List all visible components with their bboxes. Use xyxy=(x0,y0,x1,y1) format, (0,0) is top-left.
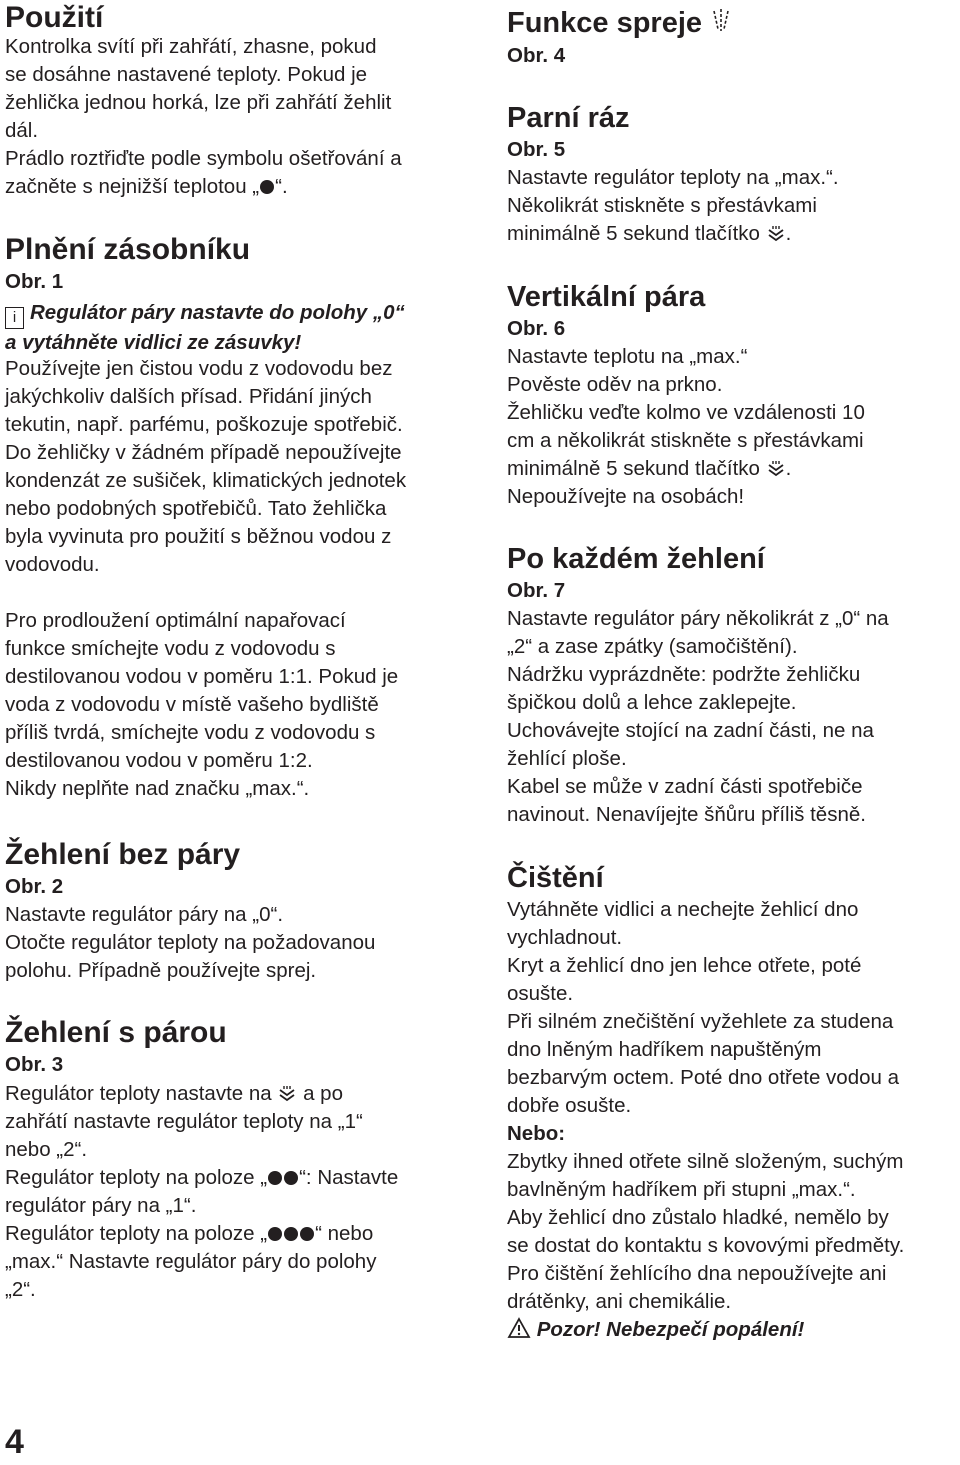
page-number: 4 xyxy=(5,1423,24,1461)
heading-s-parou: Žehlení s párou xyxy=(5,1016,227,1049)
fill-warning: i Regulátor páry nastavte do polohy „0“ a vytáhněte vidlici ze zásuvky! xyxy=(5,301,405,354)
steam-burst-icon xyxy=(766,225,786,243)
figure-ref-4: Obr. 4 xyxy=(507,44,566,67)
heading-vertikalni: Vertikální pára xyxy=(507,281,706,313)
steam-icon xyxy=(277,1085,297,1103)
temperature-dot-icon xyxy=(268,1171,282,1185)
prodlouzeni-text: Pro prodloužení optimální napařovací funkce smíchejte vodu z vodovodu s destilovanou vodou v poměru 1:1. Pokud je voda z vodovodu v místě vašeho bydliště příliš tvrdá, smíchejte vodu z vodovodu s destilovanou vodou v poměru 1:2. Nikdy neplňte nad značku „max.“. xyxy=(5,609,399,800)
heading-plneni: Plnění zásobníku xyxy=(5,233,251,266)
bez-pary-text: Nastavte regulátor páry na „0“. Otočte regulátor teploty na požadovanou polohu. Případně používejte sprej. xyxy=(5,903,376,982)
heading-parni-raz: Parní ráz xyxy=(507,102,630,134)
pouziti-text: Kontrolka svítí při zahřátí, zhasne, pokud se dosáhne nastavené teploty. Pokud je žehlička jednou horká, lze při zahřátí žehlit dál. Prádlo roztřiďte podle symbolu ošetřování a začněte s nejnižší teplotou „ “. xyxy=(5,35,402,198)
heading-sprej: Funkce spreje xyxy=(507,6,732,40)
heading-pouziti: Použití xyxy=(5,1,104,34)
vertikalni-text: Nastavte teplotu na „max.“ Pověste oděv na prkno. Žehličku veďte kolmo ve vzdálenosti 10 cm a několikrát stiskněte s přestávkami minimálně 5 sekund tlačítko . Nepoužívejte na osobách! xyxy=(507,345,865,508)
nebo-label: Nebo: xyxy=(507,1122,566,1145)
figure-ref-5: Obr. 5 xyxy=(507,138,566,161)
spray-icon xyxy=(710,7,732,35)
temperature-dot-icon xyxy=(260,180,274,194)
s-parou-text: Regulátor teploty nastavte na a po zahřátí nastavte regulátor teploty na „1“ nebo „2“. Regulátor teploty na poloze „ “: Nastavte regulátor páry na „1“. Regulátor teploty na poloze „ “ nebo „max.“ Nastavte regulátor páry do polohy „2“. xyxy=(5,1082,399,1301)
figure-ref-3: Obr. 3 xyxy=(5,1053,64,1076)
plneni-text: Používejte jen čistou vodu z vodovodu bez jakýchkoliv dalších přísad. Přidání jiných tekutin, např. parfému, poškozuje spotřebič. Do žehličky v žádném případě nepoužívejte kondenzát ze sušiček, klimatických jednotek nebo podobných spotřebičů. Tato žehlička byla vyvinuta pro použití s běžnou vodou z vodovodu. xyxy=(5,357,407,576)
heading-bez-pary: Žehlení bez páry xyxy=(5,838,241,871)
po-zehleni-text: Nastavte regulátor páry několikrát z „0“ na „2“ a zase zpátky (samočištění). Nádržku vyprázdněte: podržte žehličku špičkou dolů a lehce zaklepejte. Uchovávejte stojící na zadní části, ne na žehlící ploše. Kabel se může v zadní části spotřebiče navinout. Nenavíjejte šňůru příliš těsně. xyxy=(507,607,889,826)
heading-po-zehleni: Po každém žehlení xyxy=(507,543,765,575)
burn-warning: Pozor! Nebezpečí popálení! xyxy=(507,1316,804,1344)
figure-ref-1: Obr. 1 xyxy=(5,270,64,293)
temperature-dot-icon xyxy=(300,1227,314,1241)
heading-cisteni: Čištění xyxy=(507,862,604,894)
cisteni-text: Vytáhněte vidlici a nechejte žehlicí dno vychladnout. Kryt a žehlicí dno jen lehce otřete, poté osušte. Při silném znečištění vyžehlete za studena dno lněným hadříkem napuštěným bezbarvým octem. Poté dno otřete vodou a dobře osušte. Nebo: Zbytky ihned otřete silně složeným, suchým bavlněným hadříkem při stupni „max.“. Aby žehlicí dno zůstalo hladké, nemělo by se dostat do kontaktu s kovovými předměty. Pro čištění žehlícího dna nepoužívejte ani drátěnky, ani chemikálie. xyxy=(507,898,905,1313)
figure-ref-6: Obr. 6 xyxy=(507,317,566,340)
steam-burst-icon xyxy=(766,460,786,478)
temperature-dot-icon xyxy=(284,1227,298,1241)
info-icon: i xyxy=(5,307,24,329)
figure-ref-7: Obr. 7 xyxy=(507,579,566,602)
warning-triangle-icon xyxy=(507,1317,531,1339)
temperature-dot-icon xyxy=(284,1171,298,1185)
temperature-dot-icon xyxy=(268,1227,282,1241)
parni-raz-text: Nastavte regulátor teploty na „max.“. Několikrát stiskněte s přestávkami minimálně 5 sekund tlačítko . xyxy=(507,166,839,245)
figure-ref-2: Obr. 2 xyxy=(5,875,64,898)
